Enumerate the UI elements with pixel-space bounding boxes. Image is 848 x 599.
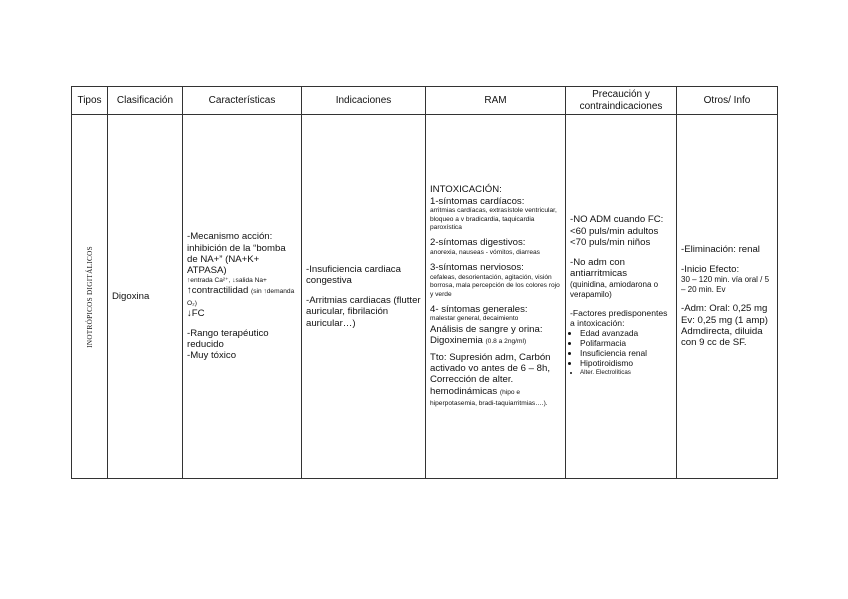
clasificacion-text: Digoxina (112, 290, 150, 302)
cell-indicaciones (302, 115, 426, 479)
header-indicaciones: Indicaciones (302, 87, 426, 115)
ram-s2-title: 2-síntomas digestivos: (430, 237, 526, 249)
header-row (72, 87, 778, 115)
header-tipos: Tipos (72, 87, 108, 115)
list-item: • Hipotiroidismo (580, 358, 672, 368)
ram-s4-title: 4- síntomas generales: (430, 303, 528, 315)
cell-ram (426, 115, 566, 479)
otros-eliminacion: -Eliminación: renal (681, 244, 760, 256)
header-otros: Otros/ Info (677, 87, 778, 115)
list-item: • Alter. Electrolíticas (580, 368, 672, 378)
ram-tto: Tto: Supresión adm, Carbón activado vo antes de 6 – 8h, Corrección de alter. hemodinámicas (hipo e hiperpotasemia, bradi-taquiarritmias….). (430, 351, 551, 408)
cell-otros (677, 115, 778, 479)
cell-caracteristicas (183, 115, 302, 479)
prec-factores-list (570, 328, 672, 379)
ram-s3-detail: cefaleas, desorientación, agitación, visión borrosa, mala percepción de los colores rojo y verde (430, 273, 560, 298)
cell-tipo (72, 115, 108, 479)
ram-s3-title: 3-síntomas nerviosos: (430, 262, 524, 274)
ram-title: INTOXICACIÓN: (430, 184, 502, 196)
caract-mecanismo: -Mecanismo acción: inhibición de la “bomba de NA+” (NA+K+ ATPASA) (187, 231, 286, 277)
caract-toxico: -Muy tóxico (187, 350, 237, 362)
otros-adm: -Adm: Oral: 0,25 mg Ev: 0,25 mg (1 amp) Admdirecta, diluida con 9 cc de SF. (681, 303, 768, 349)
prec-antiarritmicas-detail: (quinidina, amiodarona o verapamilo) (570, 279, 659, 299)
cell-precaucion (566, 115, 677, 479)
prec-antiarritmicas: -No adm con antiarritmicas (570, 256, 628, 280)
drug-table (71, 86, 778, 479)
prec-factores: -Factores predisponentes a intoxicación: (570, 307, 668, 328)
caract-contractilidad: ↑contractilidad (sin ↑demanda O₂) (187, 285, 295, 307)
ram-s4-detail: malestar general, decaimiento (430, 315, 519, 323)
table-row (72, 115, 778, 479)
list-item: • Polifarmacia (580, 338, 672, 348)
indic-arritmias: -Arritmias cardiacas (flutter auricular, fibrilación auricular…) (306, 294, 421, 329)
caract-rango: -Rango terapéutico reducido (187, 327, 269, 350)
list-item: • Edad avanzada (580, 328, 672, 338)
otros-inicio: -Inicio Efecto: (681, 263, 740, 275)
header-precaucion: Precaución y contraindicaciones (566, 87, 677, 115)
ram-s1-title: 1-síntomas cardíacos: (430, 195, 525, 207)
ram-s1-detail: arritmias cardíacas, extrasístole ventricular, bloqueo a v bradicardia, taquicardia paroxística (430, 207, 557, 232)
caract-fc: ↓FC (187, 308, 205, 320)
indic-insuficiencia: -Insuficiencia cardiaca congestiva (306, 263, 401, 287)
tipo-label: INOTRÓPICOS DIGITÁLICOS (85, 245, 94, 348)
list-item: • Insuficiencia renal (580, 348, 672, 358)
caract-ion-flow: ↑entrada Ca²⁺, ↓salida Na+ (187, 276, 267, 284)
otros-inicio-detail: 30 – 120 min. vía oral / 5 – 20 min. Ev (681, 275, 770, 295)
ram-s2-detail: anorexia, nauseas - vómitos, diarreas (430, 248, 540, 256)
cell-clasificacion (108, 115, 183, 479)
header-clasificacion: Clasificación (108, 87, 183, 115)
prec-fc: -NO ADM cuando FC: <60 puls/min adultos <70 puls/min niños (570, 214, 664, 249)
header-caracteristicas: Características (183, 87, 302, 115)
ram-analisis: Análisis de sangre y orina: Digoxinemia (0.8 a 2ng/ml) (430, 323, 543, 347)
header-ram: RAM (426, 87, 566, 115)
